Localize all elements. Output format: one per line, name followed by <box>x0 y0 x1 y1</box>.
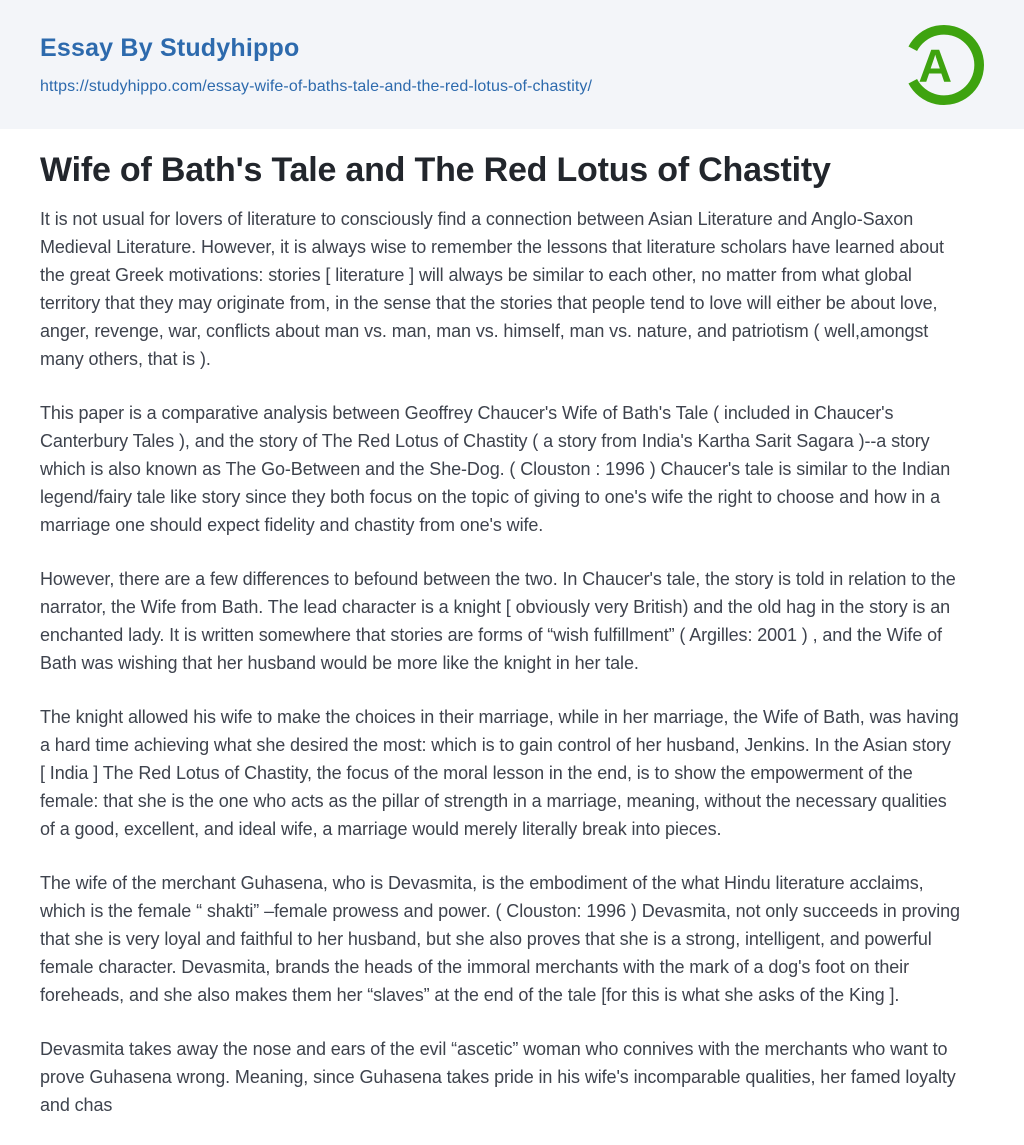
logo-letter: A <box>918 39 953 92</box>
essay-paragraph-1: It is not usual for lovers of literature to consciously find a connection between Asian Literature and Anglo-Saxon Medieval Literature. However, it is always wise to remember the lessons that literature scholars have learned about the great Greek motivations: stories [ literature ] will always be similar to each other, no matter from what global territory that they may originate from, in the sense that the stories that people tend to love will either be about love, anger, revenge, war, conflicts about man vs. man, man vs. himself, man vs. nature, and patriotism ( well,amongst many others, that is ). <box>40 209 944 370</box>
essay-paragraph-5: The wife of the merchant Guhasena, who is Devasmita, is the embodiment of the what Hindu literature acclaims, which is the female “ shakti” –female prowess and power. ( Clouston: 1996 ) Devasmita, not only succeeds in proving that she is very loyal and faithful to her husband, but she also proves that she is a strong, intelligent, and powerful female character. Devasmita, brands the heads of the immoral merchants with the mark of a dog's foot on their foreheads, and she also makes them her “slaves” at the end of the tale [for this is what she asks of the King ]. <box>40 873 960 1006</box>
essay-title: Wife of Bath's Tale and The Red Lotus of Chastity <box>40 151 831 189</box>
header-text-block <box>40 34 592 96</box>
essay-paragraph-6: Devasmita takes away the nose and ears of the evil “ascetic” woman who connives with the merchants who want to prove Guhasena wrong. Meaning, since Guhasena takes pride in his wife's incomparable qualities, her famed loyalty and chas <box>40 1039 956 1116</box>
site-title: Essay By Studyhippo <box>40 33 300 62</box>
essay-url-link[interactable]: https://studyhippo.com/essay-wife-of-baths-tale-and-the-red-lotus-of-chastity/ <box>40 77 593 95</box>
open-ring-logo-icon <box>900 21 988 109</box>
studyhippo-logo <box>900 21 988 109</box>
essay-content <box>0 129 1000 1119</box>
page-header <box>0 0 1024 129</box>
essay-paragraph-2: This paper is a comparative analysis between Geoffrey Chaucer's Wife of Bath's Tale ( included in Chaucer's Canterbury Tales ), and the story of The Red Lotus of Chastity ( a story from India's Kartha Sarit Sagara )--a story which is also known as The Go-Between and the She-Dog. ( Clouston : 1996 ) Chaucer's tale is similar to the Indian legend/fairy tale like story since they both focus on the topic of giving to one's wife the right to choose and how in a marriage one should expect fidelity and chastity from one's wife. <box>40 403 951 536</box>
essay-paragraph-4: The knight allowed his wife to make the choices in their marriage, while in her marriage, the Wife of Bath, was having a hard time achieving what she desired the most: which is to gain control of her husband, Jenkins. In the Asian story [ India ] The Red Lotus of Chastity, the focus of the moral lesson in the end, is to show the empowerment of the female: that she is the one who acts as the pillar of strength in a marriage, meaning, without the necessary qualities of a good, excellent, and ideal wife, a marriage would merely literally break into pieces. <box>40 707 959 840</box>
essay-paragraph-3: However, there are a few differences to befound between the two. In Chaucer's tale, the story is told in relation to the narrator, the Wife from Bath. The lead character is a knight [ obviously very British) and the old hag in the story is an enchanted lady. It is written somewhere that stories are forms of “wish fulfillment” ( Argilles: 2001 ) , and the Wife of Bath was wishing that her husband would be more like the knight in her tale. <box>40 569 956 674</box>
